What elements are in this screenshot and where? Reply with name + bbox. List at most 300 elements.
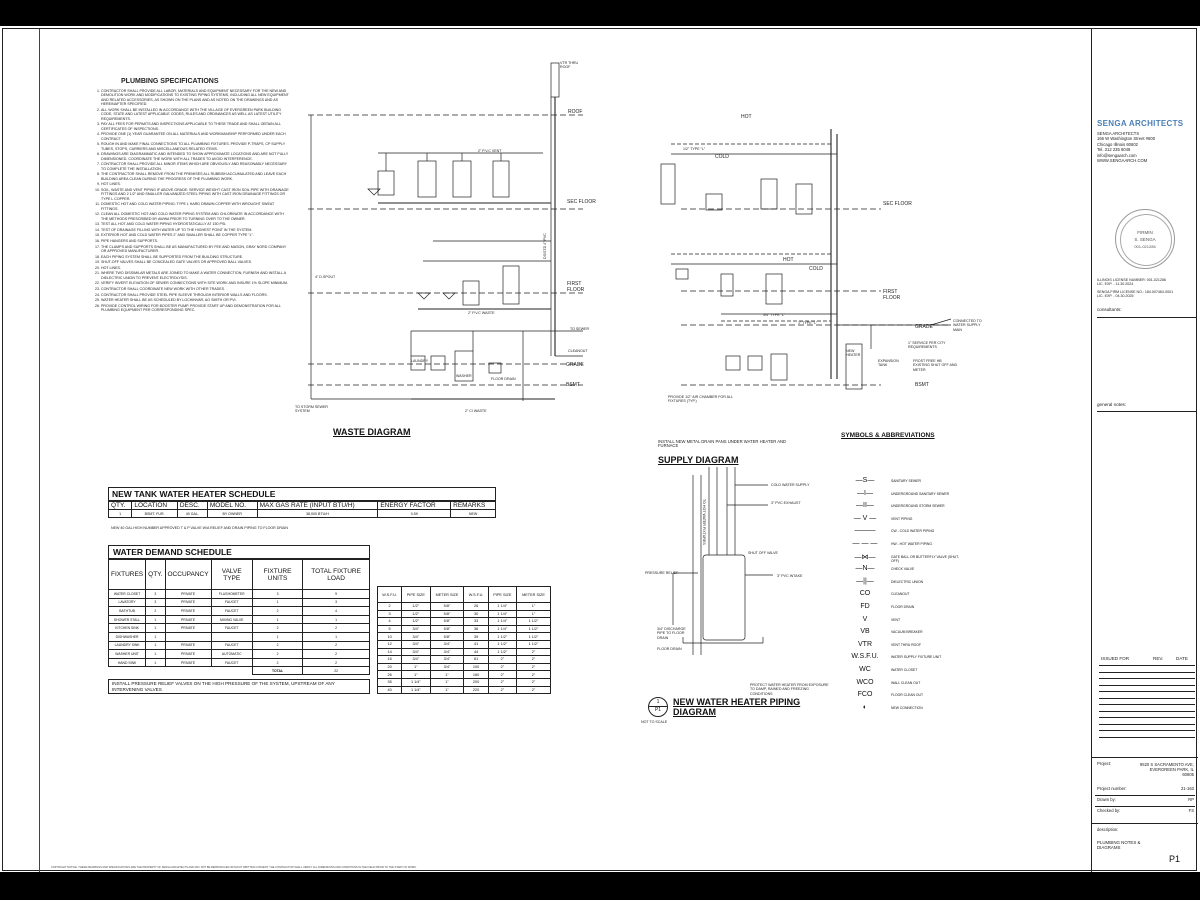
spec-item: 14. TEST OF DRAINAGE FILLING WITH WATER UP TO THE HIGHEST POINT IN THE SYSTEM. (101, 228, 291, 232)
spec-item: 2. ALL WORK SHALL BE INSTALLED IN ACCORDANCE WITH THE VILLAGE OF EVERGREEN PARK BUILDING CODE, STATE AND LATEST APPLICABLE CODES, RULES AND ORDINANCES AS WELL AS LATEST UTILITY REQUIREMENTS. (101, 108, 291, 121)
tank-cell: 1 (109, 510, 132, 518)
symbol-row (841, 653, 961, 663)
firm-email: info@sengaarch.com (1097, 152, 1137, 158)
demand-cell: 1 (146, 615, 165, 624)
wsfu-cell: 3/4" (402, 640, 430, 648)
license-2: SENGA FIRM LICENSE NO.: 184.007463-0001 (1097, 289, 1174, 294)
demand-row (109, 598, 370, 607)
wsfu-cell: 35 (378, 678, 402, 686)
symbol-description: NEW CONNECTION (891, 705, 923, 710)
spec-item: 25. WATER HEATER SHALL BE AS SCHEDULED BY LOCHINVAR, AO SMITH OR PVI. (101, 298, 291, 302)
architect-seal (1115, 209, 1175, 269)
wsfu-cell: 1 1/4" (488, 618, 516, 626)
wsfu-cell: 5/8" (430, 633, 464, 641)
symbol-code: VTR (858, 640, 872, 648)
wsfu-row (378, 618, 551, 626)
demand-header-cell: FIXTURE UNITS (252, 560, 302, 590)
wsfu-header-cell: W.S.F.U. (464, 587, 488, 603)
wsfu-cell: 1 1/4" (488, 603, 516, 611)
demand-cell: AUTOMATIC (211, 650, 252, 659)
symbol-description: UNDERGROUND SANITARY SEWER (891, 491, 950, 496)
symbol-row (841, 704, 961, 714)
wsfu-cell: 1" (430, 671, 464, 679)
wsfu-cell: 3/4" (402, 656, 430, 664)
issued-for-header: ISSUED FOR (1101, 656, 1130, 661)
spec-item: 19. SHUT-OFF VALVES SHALL BE CONCEALED GATE VALVES OR APPROVED BALL VALVES. (101, 260, 291, 264)
demand-cell: 2 (252, 658, 302, 667)
tank-cell: 38,000 BTU/H (257, 510, 378, 518)
waste-laundry-label: LAUNDRY (411, 359, 429, 363)
wsfu-cell: 1/2" (402, 603, 430, 611)
demand-cell: 2 (252, 641, 302, 650)
demand-cell: DISHWASHER (109, 632, 146, 641)
firm-tel: Tel. 312 235 6048 (1097, 147, 1131, 153)
tank-schedule-title: NEW TANK WATER HEATER SCHEDULE (108, 487, 496, 501)
demand-cell: 2 (303, 650, 370, 659)
consultants-label: consultants: (1097, 307, 1122, 312)
spec-item: 16. PIPE HANGERS AND SUPPORTS. (101, 239, 291, 243)
drawn-by: RP (1188, 797, 1194, 802)
wsfu-cell: 160 (464, 671, 488, 679)
wsfu-row (378, 656, 551, 664)
license-info (1097, 278, 1173, 299)
spec-item: 18. EACH PIPING SYSTEM SHALL BE SUPPORTED FROM THE BUILDING STRUCTURE. (101, 255, 291, 259)
wsfu-cell: 1 1/4" (402, 678, 430, 686)
symbol-description: HW - HOT WATER PIPING (891, 542, 932, 546)
heater-diagram-title (673, 697, 800, 717)
symbol-row (841, 553, 961, 563)
wsfu-cell: 2" (516, 656, 550, 664)
demand-cell: FAUCET (211, 598, 252, 607)
detail-callout-number: 1 (656, 699, 660, 705)
symbol-row (841, 578, 961, 588)
project-divider (1091, 757, 1198, 758)
wsfu-cell: 1 1/2" (488, 633, 516, 641)
supply-bsmt-label: BSMT (915, 382, 929, 388)
waste-roof-label: ROOF (568, 109, 583, 115)
demand-cell: WASHER UNIT (109, 650, 146, 659)
wsfu-cell: 3/4" (402, 625, 430, 633)
wsfu-cell: 2" (516, 678, 550, 686)
demand-cell: 1 (146, 624, 165, 633)
supply-heater-label: NEW HEATER (846, 349, 861, 358)
wsfu-cell: 36 (464, 625, 488, 633)
wsfu-cell: 1/2" (402, 610, 430, 618)
wsfu-cell: 40 (378, 686, 402, 694)
demand-row (109, 624, 370, 633)
demand-cell: FLUSHOMETER (211, 590, 252, 599)
demand-cell: KITCHEN SINK (109, 624, 146, 633)
wsfu-cell: 2" (488, 656, 516, 664)
waste-sec-floor-label: SEC FLOOR (567, 199, 596, 205)
heater-protect-note: PROTECT WATER HEATER FROM EXPOSURE TO DAMP, RAINED AND FREEZING CONDITIONS (750, 683, 829, 696)
demand-cell: 1 (303, 632, 370, 641)
demand-cell: 2 (303, 658, 370, 667)
wsfu-cell: 1 1/2" (516, 618, 550, 626)
demand-cell: FAUCET (211, 641, 252, 650)
symbols-title: SYMBOLS & ABBREVIATIONS (841, 432, 935, 439)
date-header: DATE (1176, 656, 1188, 661)
symbol-code: WC (859, 666, 871, 673)
supply-pipe-half-label: 1/2" TYPE "L" (683, 147, 706, 151)
issue-line (1099, 737, 1195, 738)
tank-header-cell: MODEL NO. (207, 502, 257, 510)
supply-pipe-34-label: 3/4" TYPE "L" (763, 313, 786, 317)
demand-cell: 3 (146, 598, 165, 607)
issue-line (1099, 672, 1195, 673)
project-label: Project: (1097, 761, 1112, 766)
tank-cell: BY OWNER (207, 510, 257, 518)
firm-city: Chicago Illinois 60602 (1097, 141, 1138, 147)
tank-cell: NEW (451, 510, 496, 518)
spec-item: 6. DRAWINGS ARE DIAGRAMMATIC AND INTENDED TO SHOW APPROXIMATE LOCATIONS AND ARE NOT FULLY DIMENSIONED. COORDINATE THE WORK WITH ALL TRADES TO AVOID INTERFERENCE. (101, 152, 291, 161)
demand-cell: 1 (303, 615, 370, 624)
demand-cell: PRIVATE (165, 607, 211, 616)
demand-cell: 2 (146, 607, 165, 616)
wsfu-cell: 14 (378, 648, 402, 656)
wsfu-cell: 2" (488, 686, 516, 694)
wsfu-cell: 2" (516, 663, 550, 671)
symbol-description: VENT THRU ROOF (891, 642, 922, 647)
description-label: description: (1097, 827, 1119, 832)
wsfu-cell: 3/4" (430, 648, 464, 656)
tank-cell: BSMT. FUR. (132, 510, 178, 518)
wsfu-cell: 1 1/2" (516, 625, 550, 633)
issue-line (1099, 678, 1195, 679)
demand-total-value: 22 (303, 667, 370, 675)
symbol-row (841, 679, 961, 689)
symbol-code: WCO (856, 678, 874, 686)
heater-discharge-label: 3/4" DISCHARGE PIPE TO FLOOR DRAIN (657, 627, 686, 640)
wsfu-row (378, 648, 551, 656)
spec-item: 21. WHERE TWO DISSIMILAR METALS ARE JOINED TO MAKE A WATER CONNECTION, FURNISH AND INSTALL A DIELECTRIC UNION TO PREVENT ELECTROLYSIS. (101, 271, 291, 280)
wsfu-cell: 26 (464, 603, 488, 611)
symbol-row (841, 502, 961, 512)
waste-riser-label: DS/STD 4" PVC (543, 233, 547, 259)
spec-item: 22. VERIFY INVERT ELEVATION OF SEWER CONNECTIONS WITH SITE WORK AND INSURE 1% SLOPE MINIMUM. (101, 281, 291, 285)
demand-row (109, 615, 370, 624)
waste-washer-label: WASHER (456, 374, 472, 378)
symbol-row (841, 477, 961, 487)
wsfu-row (378, 686, 551, 694)
wsfu-cell: 1" (402, 663, 430, 671)
symbol-row (841, 603, 961, 613)
waste-grade-label: GRADE (566, 362, 584, 368)
wsfu-cell: 1 1/4" (488, 610, 516, 618)
specs-list (93, 89, 291, 469)
drawn-by-label: Drawn by: (1097, 797, 1116, 802)
wsfu-cell: 44 (464, 648, 488, 656)
wsfu-cell: 10 (378, 633, 402, 641)
project-number: 21-163 (1180, 786, 1194, 791)
symbol-row (841, 628, 961, 638)
demand-row (109, 590, 370, 599)
symbol-description: UNDERGROUND STORM SEWER (891, 504, 945, 509)
waste-floor-drain-label: FLOOR DRAIN (491, 377, 516, 381)
wsfu-cell: 3 (378, 610, 402, 618)
wsfu-cell: 1" (430, 678, 464, 686)
viewer-top-bar (0, 0, 1200, 26)
demand-cell: MIXING VALVE (211, 615, 252, 624)
demand-header-cell: TOTAL FIXTURE LOAD (303, 560, 370, 590)
wsfu-header-cell: PIPE SIZE (402, 587, 430, 603)
wsfu-cell: 61 (464, 656, 488, 664)
demand-total-empty (146, 667, 165, 675)
heater-diagram-title-line1: NEW WATER HEATER PIPING (673, 697, 801, 707)
supply-diagram-title: SUPPLY DIAGRAM (658, 455, 739, 465)
wsfu-cell: 5/8" (430, 610, 464, 618)
wsfu-cell: 3/4" (430, 663, 464, 671)
demand-row (109, 632, 370, 641)
tank-header-cell: LOCATION (132, 502, 178, 510)
spec-item: 9. HOT LINES. (101, 182, 291, 186)
viewer-bottom-bar (0, 872, 1200, 900)
general-notes-line (1097, 411, 1197, 412)
sheet-number: P1 (1169, 854, 1181, 864)
spec-item: 12. CLEAN ALL DOMESTIC HOT AND COLD WATER PIPING SYSTEM AND CHLORINATE IN ACCORDANCE WITH THE METHODS PRESCRIBED BY AWWA PRIOR TO TURNING OVER TO THE OWNER. (101, 212, 291, 221)
wsfu-cell: 200 (464, 678, 488, 686)
wsfu-cell: 220 (464, 686, 488, 694)
demand-cell: WATER CLOSET (109, 590, 146, 599)
symbol-code: CO (859, 590, 871, 598)
symbol-row (841, 691, 961, 701)
tank-schedule-note: NEW 40 GAL HIGH NUMBER APPROVED T & P VALVE W/A RELIEF AND DRAIN PIPING TO FLOOR DRAIN (111, 526, 288, 530)
demand-total-empty (109, 667, 146, 675)
seal-name-2: S. SENGA (1134, 237, 1156, 242)
symbol-description: VACUUM BREAKER (891, 630, 923, 635)
wsfu-cell: 4 (378, 618, 402, 626)
wsfu-cell: 1 1/2" (516, 633, 550, 641)
waste-diagram-title: WASTE DIAGRAM (333, 427, 411, 437)
spec-item: 4. PROVIDE ONE (1) YEAR GUARANTEE ON ALL MATERIALS AND WORKMANSHIP PERFORMED UNDER EACH CONTRACT. (101, 132, 291, 141)
wsfu-row (378, 633, 551, 641)
demand-row (109, 641, 370, 650)
heater-floor-drain-label: FLOOR DRAIN (657, 647, 682, 651)
demand-cell: PRIVATE (165, 598, 211, 607)
symbol-row (841, 590, 961, 600)
demand-header-cell: VALVE TYPE (211, 560, 252, 590)
demand-cell: 1 (146, 632, 165, 641)
heater-exhaust-label: 3" PVC EXHAUST (771, 501, 801, 505)
demand-cell: 3 (252, 590, 302, 599)
supply-air-chamber-label: PROVIDE 1/2" AIR CHAMBER FOR ALL FIXTURES (TYP.) (668, 395, 733, 404)
wsfu-row (378, 625, 551, 633)
wsfu-cell: 12 (378, 640, 402, 648)
demand-total-empty (211, 667, 252, 675)
heater-intake-label: 3" PVC INTAKE (777, 574, 803, 578)
tank-header-cell: DESC. (177, 502, 207, 510)
symbol-code: V (862, 615, 868, 623)
wsfu-cell: 5/8" (430, 618, 464, 626)
title-block-border (1091, 29, 1092, 872)
wsfu-cell: 33 (464, 618, 488, 626)
waste-downspout-label: 4" D.SPOUT (315, 275, 336, 279)
waste-bsmt-label: BSMT (566, 382, 580, 388)
spec-item: 7. CONTRACTOR SHALL PROVIDE ALL MINOR ITEMS WHICH ARE OBVIOUSLY AND REASONABLY NECESSARY TO COMPLETE THE INSTALLATION. (101, 162, 291, 171)
wsfu-row (378, 603, 551, 611)
demand-cell: LAUNDRY SINK (109, 641, 146, 650)
demand-cell: 1 (252, 598, 302, 607)
supply-hot-label: HOT (741, 114, 752, 120)
symbol-code: FD (860, 603, 870, 610)
demand-cell: FAUCET (211, 607, 252, 616)
wsfu-header-cell: METER SIZE (430, 587, 464, 603)
demand-cell: 2 (252, 624, 302, 633)
detail-callout-sheet: P1 (654, 707, 662, 713)
demand-cell: 1 (146, 641, 165, 650)
spec-item: 26. PROVIDE CONTROL WIRING FOR BOOSTER PUMP. PROVIDE START UP AND DEMONSTRATION FOR ALL PLUMBING EQUIPMENT PER CORRESPONDING SPEC. (101, 304, 291, 313)
demand-schedule-note: INSTALL PRESSURE RELIEF VALVES ON THE HIGH PRESSURE OF THE SYSTEM, UPSTREAM OF ANY INTERVENING VALVES (108, 679, 370, 694)
spec-item: 8. THE CONTRACTOR SHALL REMOVE FROM THE PREMISES ALL RUBBISH ACCUMULATED AND LEAVE EACH BUILDING AREA CLEAN DURING THE PROGRESS OF THE PLUMBING WORK. (101, 172, 291, 181)
project-number-label: Project number: (1097, 786, 1127, 791)
firm-address: 166 W Washington Street #600 (1097, 136, 1156, 142)
wsfu-cell: 26 (378, 671, 402, 679)
demand-cell: 2 (303, 624, 370, 633)
demand-total-empty (165, 667, 211, 675)
demand-cell: PRIVATE (165, 624, 211, 633)
license-1: ILLINOIS LICENSE NUMBER: 001-021286 (1097, 278, 1166, 282)
wsfu-cell: 41 (464, 640, 488, 648)
detail-callout-circle (648, 697, 668, 717)
symbol-code: —I— (857, 489, 873, 497)
binding-margin (39, 29, 40, 872)
supply-cold-label-2: COLD (809, 266, 823, 272)
demand-cell: 2 (252, 650, 302, 659)
spec-item: 20. HOT LINES. (101, 266, 291, 270)
demand-schedule-title: WATER DEMAND SCHEDULE (108, 545, 370, 559)
wsfu-cell: 20 (378, 663, 402, 671)
symbol-code: FCO (857, 691, 873, 699)
heater-relief-label: PRESSURE RELIEF (645, 571, 679, 575)
wsfu-cell: 1/2" (402, 618, 430, 626)
wsfu-cell: 2" (488, 663, 516, 671)
issue-line (1099, 691, 1195, 692)
wsfu-cell: 5/8" (430, 603, 464, 611)
general-notes-label: general notes: (1097, 402, 1127, 407)
symbol-code: —II— (856, 502, 874, 510)
symbol-code: W.S.F.U. (851, 653, 879, 661)
waste-ci-waste-label: 2" CI WASTE (465, 409, 487, 413)
demand-cell (211, 632, 252, 641)
wsfu-header-cell: METER SIZE (516, 587, 550, 603)
supply-connected-label: CONNECTED TO WATER SUPPLY MAIN (953, 319, 982, 332)
tank-cell: 40 GAL. (177, 510, 207, 518)
symbol-code: ——— (854, 527, 876, 535)
demand-header-cell: FIXTURES (109, 560, 146, 590)
demand-row (109, 650, 370, 659)
heater-note: INSTALL NEW METAL DRAIN PANS UNDER WATER HEATER AND FURNACE (658, 439, 787, 449)
wsfu-cell: 1 1/2" (488, 640, 516, 648)
issue-line (1099, 665, 1195, 666)
tank-header-cell: QTY. (109, 502, 132, 510)
tank-schedule-table (108, 501, 496, 518)
demand-cell: 1 (146, 650, 165, 659)
waste-first-floor-label: FIRST FLOOR (567, 281, 585, 293)
demand-cell: PRIVATE (165, 641, 211, 650)
spec-item: 15. EXTERIOR HOT AND COLD WATER PIPES 2" AND SMALLER SHALL BE COPPER TYPE "L". (101, 233, 291, 237)
supply-expansion-label: EXPANSION TANK (878, 359, 899, 368)
demand-header-cell: QTY. (146, 560, 165, 590)
symbol-description: SANITARY SEWER (891, 479, 921, 483)
symbol-row (841, 666, 961, 676)
spec-item: 13. TEST ALL HOT AND COLD WATER PIPING HYDROSTATICALLY AT 150 PSI. (101, 222, 291, 226)
demand-total-label: TOTAL (252, 667, 302, 675)
demand-cell: 1 (252, 632, 302, 641)
supply-grade-label: GRADE (915, 324, 933, 330)
demand-cell: 1 (252, 615, 302, 624)
demand-row (109, 607, 370, 616)
spec-item: 5. ROUGH IN AND MAKE FINAL CONNECTIONS TO ALL PLUMBING FIXTURES. PROVIDE P-TRAPS, CP SUPPLY TUBES, STOPS, CARRIERS AND MISCELLANEOUS RELATED ITEMS. (101, 142, 291, 151)
drawn-line (1095, 806, 1195, 807)
demand-total-row (109, 667, 370, 675)
waste-cleanout-label: CLEANOUT (568, 349, 588, 353)
demand-cell: 1 (146, 658, 165, 667)
supply-sec-floor-label: SEC FLOOR (883, 201, 912, 207)
symbol-code: — — — (852, 540, 878, 547)
demand-cell: 4 (303, 607, 370, 616)
wsfu-cell: 2" (488, 671, 516, 679)
supply-service-label: 1" SERVICE PER CITY REQUIREMENTS (908, 341, 946, 350)
wsfu-row (378, 678, 551, 686)
wsfu-cell: 1" (430, 686, 464, 694)
wsfu-row (378, 640, 551, 648)
symbol-code: —S— (855, 477, 875, 484)
demand-cell (165, 632, 211, 641)
specs-title: PLUMBING SPECIFICATIONS (121, 78, 219, 85)
issue-line (1099, 704, 1195, 705)
wsfu-cell: 30 (464, 610, 488, 618)
wsfu-cell: 2" (516, 686, 550, 694)
description-value: PLUMBING NOTES & DIAGRAMS (1097, 840, 1141, 851)
license-2-exp: LIC. EXP. - 04.30.2025 (1097, 294, 1134, 299)
demand-cell: LAVATORY (109, 598, 146, 607)
tank-header-cell: REMARKS (451, 502, 496, 510)
wsfu-row (378, 671, 551, 679)
footer-note: COPYRIGHT NOTICE: THESE DRAWINGS AND SPECIFICATIONS ARE THE PROPERTY OF SENGA ARCHITECTS AND MAY NOT BE REPRODUCED WITHOUT WRITTEN CONSENT. THE CONTRACTOR SHALL VERIFY ALL DIMENSIONS AND CONDITIONS IN THE FIELD PRIOR TO THE START OF WORK. (51, 866, 417, 869)
wsfu-cell: 5/8" (430, 625, 464, 633)
project-value: 9520 S SACRAMENTO AVE, EVERGREEN PARK, IL 60805 (1139, 762, 1194, 777)
wsfu-cell: 3/4" (430, 656, 464, 664)
demand-cell: 3 (303, 598, 370, 607)
spec-item: 3. PAY ALL FEES FOR PERMITS AND INSPECTIONS APPLICABLE TO THESE TRADE AND SHALL OBTAIN ALL CERTIFICATES OF INSPECTIONS. (101, 122, 291, 131)
spec-item: 10. SOIL, WASTE AND VENT PIPING IF ABOVE GRADE: SERVICE WEIGHT CAST IRON SOIL PIPE WITH DRAINAGE FITTINGS AND 2 1/2" AND SMALLER GALVANIZED STEEL PIPING WITH CAST IRON DRAINAGE FITTINGS OR TYPE L COPPER. (101, 188, 291, 201)
wsfu-cell: 3/4" (402, 648, 430, 656)
wsfu-cell: 39 (464, 633, 488, 641)
demand-cell: PRIVATE (165, 590, 211, 599)
symbol-description: GATE BALL OR BUTTERFLY VALVE (SHUT-OFF) (891, 554, 960, 563)
supply-frost-label: FROST FREE HB EXISTING SHUT OFF AND METER (913, 359, 958, 372)
symbol-description: CW - COLD WATER PIPING (891, 529, 935, 534)
wsfu-cell: 3/4" (402, 633, 430, 641)
waste-to-storm-label: TO STORM SEWER SYSTEM (295, 405, 329, 414)
demand-cell: PRIVATE (165, 615, 211, 624)
demand-cell: PRIVATE (165, 650, 211, 659)
demand-cell: PRIVATE (165, 658, 211, 667)
wsfu-cell: 2" (516, 671, 550, 679)
symbol-row (841, 527, 961, 537)
checked-by: FS (1188, 808, 1194, 813)
symbol-row (841, 515, 961, 525)
demand-row (109, 658, 370, 667)
waste-diagram (283, 61, 603, 421)
demand-cell: 9 (303, 590, 370, 599)
wsfu-cell: 1 1/4" (488, 625, 516, 633)
supply-pipe-1-label: 1" TYPE "L" (798, 321, 818, 325)
demand-cell: SHOWER STALL (109, 615, 146, 624)
symbol-description: WALL CLEAN OUT (891, 680, 921, 685)
symbol-description: VENT PIPING (891, 516, 913, 521)
pn-line (1095, 795, 1195, 796)
